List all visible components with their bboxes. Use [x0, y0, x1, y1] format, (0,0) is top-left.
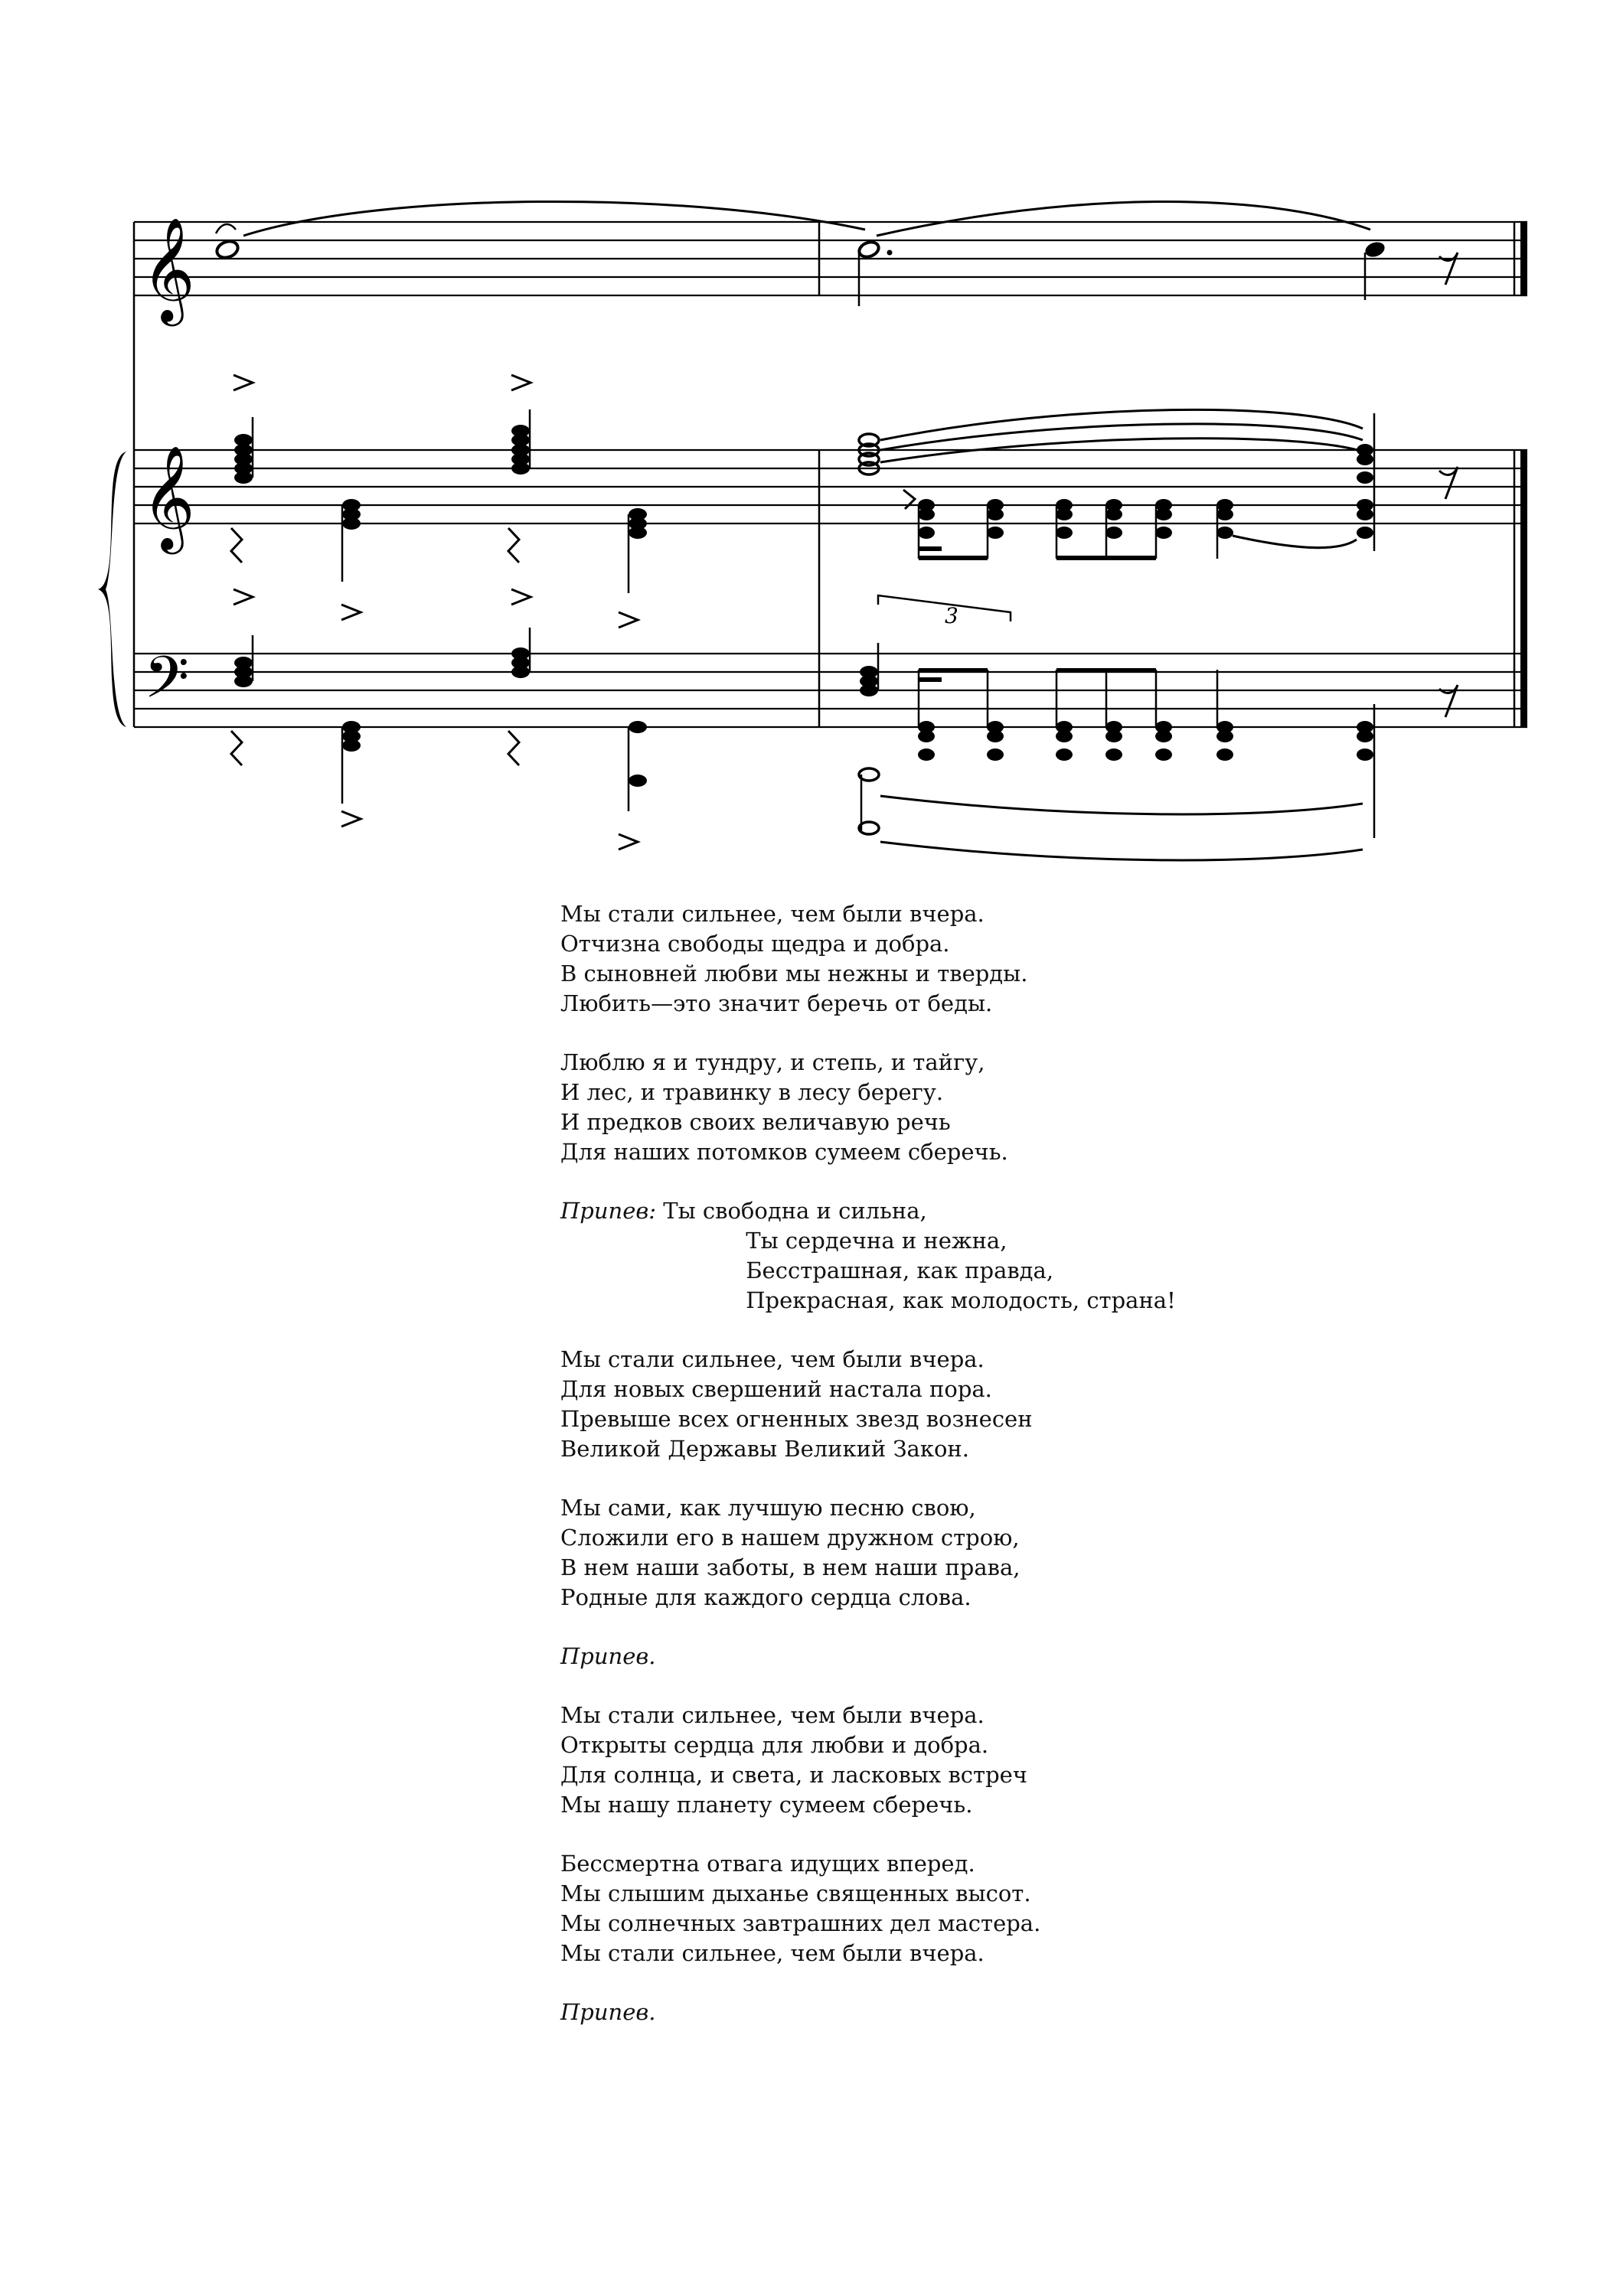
refrain-line: Бесстрашная, как правда,: [746, 1257, 1054, 1283]
stanza-5: [560, 1701, 1249, 1820]
lyric-line: Мы стали сильнее, чем были вчера.: [560, 1702, 985, 1728]
lyric-line: И предков своих величавую речь: [560, 1109, 951, 1135]
lyric-line: Отчизна свободы щедра и добра.: [560, 931, 950, 957]
lyric-line: И лес, и травинку в лесу берегу.: [560, 1079, 944, 1105]
refrain-ref-label: Припев.: [560, 1999, 656, 2025]
refrain-reference: [560, 1998, 1249, 2027]
bass-clef-icon: 𝄢: [144, 644, 190, 726]
lyric-line: В сыновней любви мы нежны и тверды.: [560, 960, 1028, 987]
piano-lh-measure-1: [231, 628, 647, 850]
treble-clef-icon: 𝄞: [142, 444, 195, 550]
stanza-4: [560, 1493, 1249, 1613]
refrain-text: [663, 1196, 1175, 1316]
lyric-line: Для наших потомков сумеем сберечь.: [560, 1139, 1008, 1165]
piano-rh-measure-1: [231, 375, 647, 628]
stanza-6: [560, 1849, 1249, 1968]
lyric-line: Мы слышим дыханье священных высот.: [560, 1880, 1031, 1906]
piano-rh-measure-2: [859, 409, 1458, 560]
final-barline-thick-piano: [1520, 450, 1527, 727]
lyric-line: Мы сами, как лучшую песню свою,: [560, 1495, 976, 1521]
treble-clef-icon: 𝄞: [142, 216, 195, 321]
lyric-line: Мы стали сильнее, чем были вчера.: [560, 1940, 985, 1966]
lyric-line: Для солнца, и света, и ласковых встреч: [560, 1762, 1027, 1788]
lyric-line: Мы стали сильнее, чем были вчера.: [560, 1346, 985, 1372]
refrain: [560, 1196, 1249, 1316]
stanza-2: [560, 1048, 1249, 1167]
piano-bass-staff: [134, 654, 1527, 727]
triplet-mark: 3: [945, 603, 958, 628]
lyric-line: Люблю я и тундру, и степь, и тайгу,: [560, 1049, 985, 1075]
lyric-line: Любить—это значит беречь от беды.: [560, 990, 993, 1016]
lyric-line: Сложили его в нашем дружном строю,: [560, 1525, 1020, 1551]
refrain-line: Прекрасная, как молодость, страна!: [746, 1287, 1176, 1313]
lyric-line: В нем наши заботы, в нем наши права,: [560, 1554, 1020, 1580]
lyric-line: Великой Державы Великий Закон.: [560, 1436, 969, 1462]
vocal-notes: [214, 201, 1458, 306]
refrain-line: Ты сердечна и нежна,: [746, 1228, 1007, 1254]
lyric-line: Бессмертна отвага идущих вперед.: [560, 1851, 975, 1877]
piano-brace: [98, 452, 126, 727]
lyric-line: Для новых свершений настала пора.: [560, 1376, 992, 1402]
vocal-staff: [134, 222, 1527, 295]
lyric-line: Мы нашу планету сумеем сберечь.: [560, 1792, 973, 1818]
stanza-3: [560, 1345, 1249, 1464]
lyric-line: Открыты сердца для любви и добра.: [560, 1732, 989, 1758]
lyric-line: Мы стали сильнее, чем были вчера.: [560, 901, 985, 927]
refrain-ref-label: Припев.: [560, 1643, 656, 1669]
refrain-label: Припев:: [560, 1198, 657, 1224]
lyric-line: Превыше всех огненных звезд вознесен: [560, 1406, 1033, 1432]
refrain-line: Ты свободна и сильна,: [663, 1198, 927, 1224]
final-barline-thick-vocal: [1520, 222, 1527, 295]
refrain-reference: [560, 1642, 1249, 1671]
lyric-line: Родные для каждого сердца слова.: [560, 1584, 972, 1610]
stanza-1: [560, 899, 1249, 1019]
lyrics-block: [560, 899, 1249, 2056]
lyric-line: Мы солнечных завтрашних дел мастера.: [560, 1910, 1041, 1936]
music-score: [0, 0, 1623, 872]
